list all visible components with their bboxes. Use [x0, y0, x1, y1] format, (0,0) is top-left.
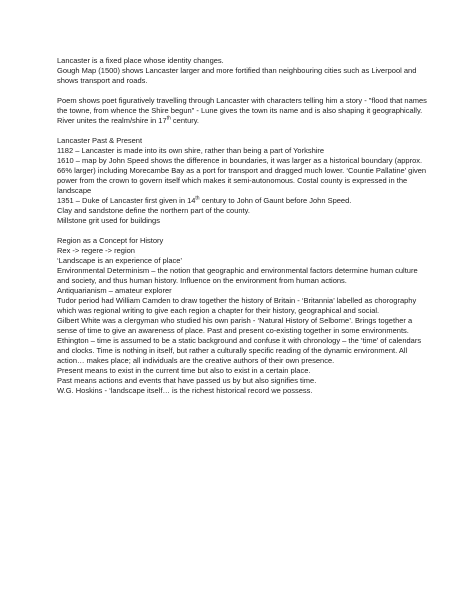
environmental-determinism: Environmental Determinism – the notion that geographic and environmental factors determine human culture and society, and thus human history. Influence on the environment from human actions.: [57, 266, 418, 285]
superscript-th: th: [195, 195, 200, 202]
gough-map-paragraph: Gough Map (1500) shows Lancaster larger and more fortified than neighbouring cities such as Liverpool and shows transport and roads.: [57, 66, 417, 85]
intro-line: Lancaster is a fixed place whose identity changes.: [57, 56, 224, 65]
item-1182: 1182 – Lancaster is made into its own shire, rather than being a part of Yorkshire: [57, 146, 325, 155]
poem-text: Poem shows poet figuratively travelling through Lancaster with characters telling him a story - "flood that names the towne, from whence the Shire begun" - Lune gives the town its name and is also shaping it geographically. River unites the realm/shire in 17: [57, 96, 427, 125]
gilbert-white-paragraph: Gilbert White was a clergyman who studied his own parish - ‘Natural History of Selborne’. Brings together a sense of time to give an awareness of place. Past and present co-existing together in some environments.: [57, 316, 413, 335]
poem-paragraph: [57, 96, 429, 126]
superscript-th: th: [166, 115, 171, 122]
ethington-paragraph: Ethington – time is assumed to be a static background and confuse it with chronology – the ‘time’ of calendars and clocks. Time is nothing in itself, but rather a culturally specific reading of the dynamic environment. All action… makes place; all individuals are the creative authors of their own presence.: [57, 336, 422, 365]
section-heading-past-present: Lancaster Past & Present: [57, 136, 143, 145]
item-clay: Clay and sandstone define the northern part of the county.: [57, 206, 250, 215]
document-body: [57, 56, 429, 396]
antiquarianism: Antiquarianism – amateur explorer: [57, 286, 172, 295]
paragraph-spacer: [57, 126, 429, 136]
past-line: Past means actions and events that have passed us by but also signifies time.: [57, 376, 317, 385]
poem-text-end: century.: [170, 116, 200, 125]
paragraph-spacer: [57, 86, 429, 96]
paragraph-spacer: [57, 226, 429, 236]
item-1610: 1610 – map by John Speed shows the difference in boundaries, it was larger as a historical boundary (approx. 66% larger) including Morecambe Bay as a port for transport and dragged much lower. ‘Countie Pallatine’ given power from the crown to govern itself which makes it semi-autonomous. Costal county is expressed in the landscape: [57, 156, 427, 195]
rex-line: Rex -> regere -> region: [57, 246, 135, 255]
present-line: Present means to exist in the current time but also to exist in a certain place.: [57, 366, 311, 375]
item-1351: [57, 196, 429, 206]
tudor-paragraph: Tudor period had William Camden to draw together the history of Britain - ‘Britannia’ labelled as chorography which was regional writing to give each region a chapter for their history, geographical and social.: [57, 296, 417, 315]
item-1351-text-end: century to John of Gaunt before John Speed.: [199, 196, 352, 205]
hoskins-line: W.G. Hoskins - ‘landscape itself… is the richest historical record we possess.: [57, 386, 313, 395]
section-heading-region: Region as a Concept for History: [57, 236, 164, 245]
item-millstone: Millstone grit used for buildings: [57, 216, 160, 225]
item-1351-text: 1351 – Duke of Lancaster first given in 14: [57, 196, 196, 205]
landscape-quote: ‘Landscape is an experience of place’: [57, 256, 183, 265]
